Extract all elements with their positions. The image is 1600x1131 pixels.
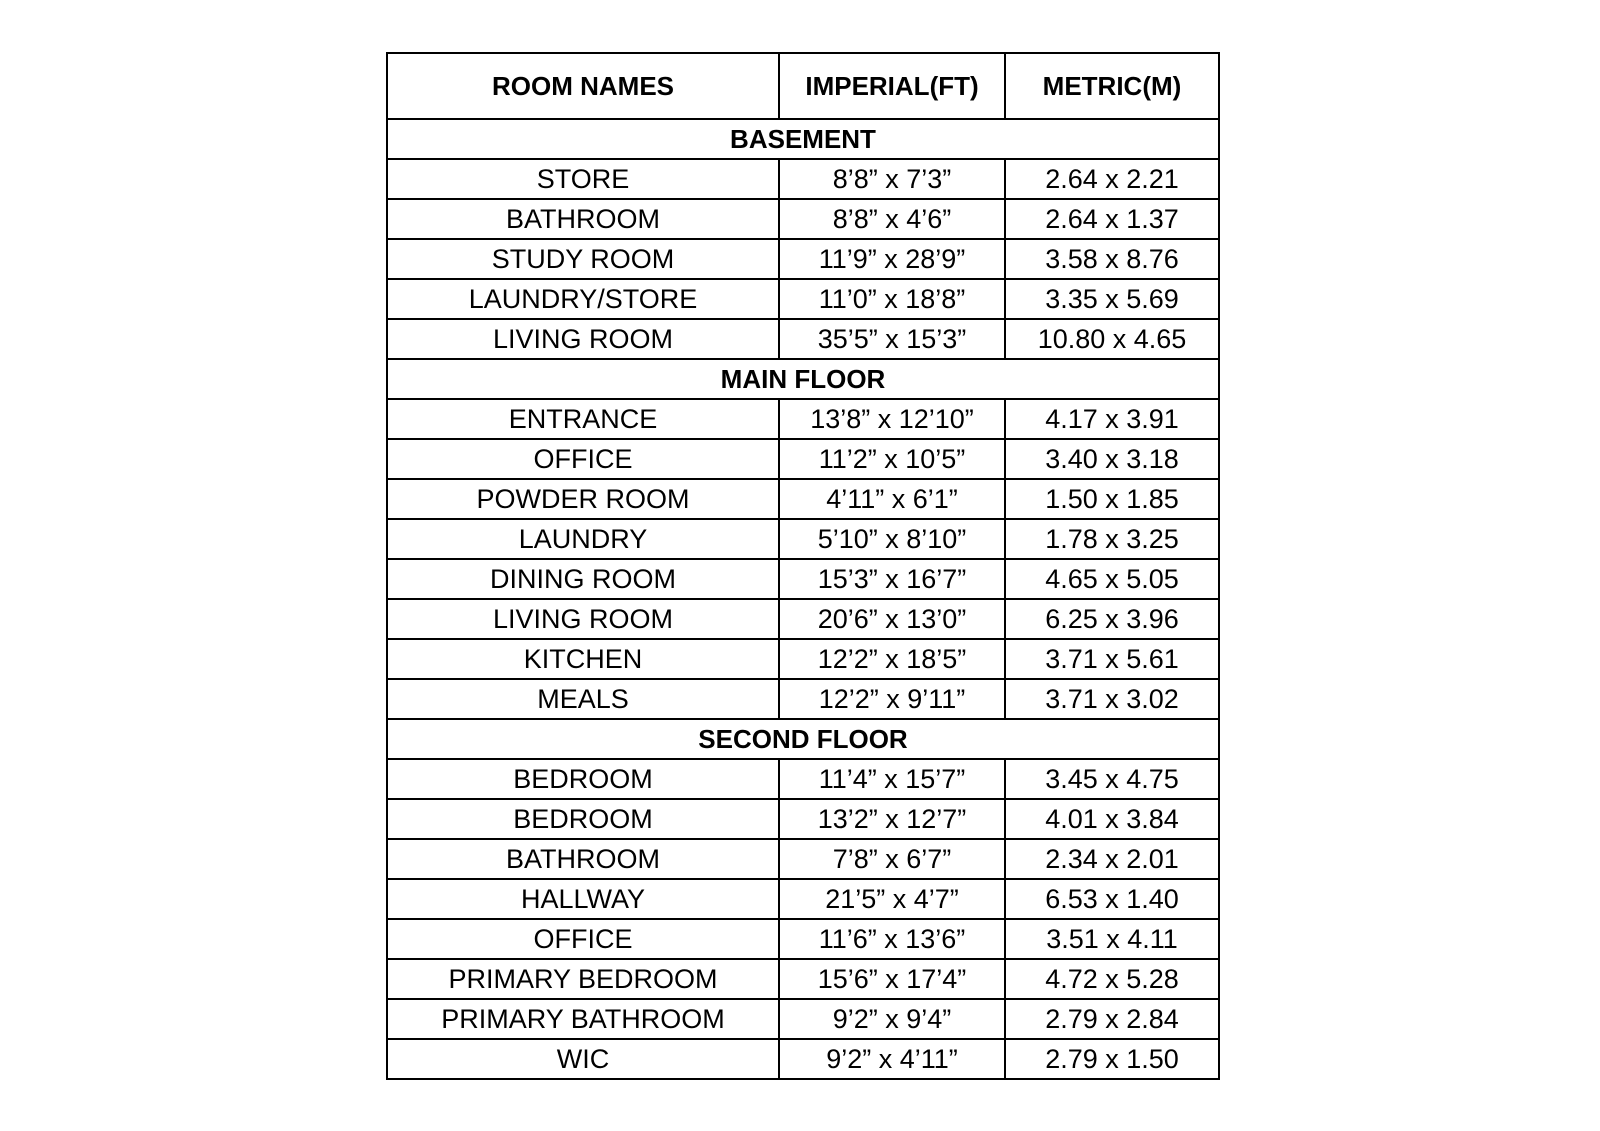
metric-cell: 1.78 x 3.25	[1005, 519, 1219, 559]
metric-cell: 10.80 x 4.65	[1005, 319, 1219, 359]
table-row	[387, 159, 1219, 199]
imperial-cell: 15’6” x 17’4”	[779, 959, 1005, 999]
metric-cell: 3.35 x 5.69	[1005, 279, 1219, 319]
metric-cell: 3.71 x 3.02	[1005, 679, 1219, 719]
section-row	[387, 119, 1219, 159]
table-row	[387, 999, 1219, 1039]
table-row	[387, 279, 1219, 319]
imperial-cell: 12’2” x 18’5”	[779, 639, 1005, 679]
header-room-names: ROOM NAMES	[387, 53, 779, 119]
imperial-cell: 11’6” x 13’6”	[779, 919, 1005, 959]
metric-cell: 2.64 x 1.37	[1005, 199, 1219, 239]
section-title: SECOND FLOOR	[387, 719, 1219, 759]
table-row	[387, 199, 1219, 239]
imperial-cell: 4’11” x 6’1”	[779, 479, 1005, 519]
room-name-cell: ENTRANCE	[387, 399, 779, 439]
table-row	[387, 919, 1219, 959]
table-row	[387, 759, 1219, 799]
room-name-cell: BEDROOM	[387, 799, 779, 839]
table-row	[387, 439, 1219, 479]
table-row	[387, 479, 1219, 519]
section-title: MAIN FLOOR	[387, 359, 1219, 399]
table-row	[387, 599, 1219, 639]
section-row	[387, 359, 1219, 399]
imperial-cell: 11’9” x 28’9”	[779, 239, 1005, 279]
room-name-cell: HALLWAY	[387, 879, 779, 919]
imperial-cell: 5’10” x 8’10”	[779, 519, 1005, 559]
imperial-cell: 9’2” x 9’4”	[779, 999, 1005, 1039]
metric-cell: 2.79 x 1.50	[1005, 1039, 1219, 1079]
room-name-cell: WIC	[387, 1039, 779, 1079]
room-name-cell: DINING ROOM	[387, 559, 779, 599]
imperial-cell: 11’2” x 10’5”	[779, 439, 1005, 479]
room-dimensions-table	[386, 52, 1220, 1080]
room-name-cell: STORE	[387, 159, 779, 199]
metric-cell: 1.50 x 1.85	[1005, 479, 1219, 519]
room-name-cell: LAUNDRY/STORE	[387, 279, 779, 319]
table-row	[387, 559, 1219, 599]
header-metric: METRIC(M)	[1005, 53, 1219, 119]
table-row	[387, 959, 1219, 999]
metric-cell: 6.53 x 1.40	[1005, 879, 1219, 919]
imperial-cell: 8’8” x 7’3”	[779, 159, 1005, 199]
imperial-cell: 15’3” x 16’7”	[779, 559, 1005, 599]
imperial-cell: 13’2” x 12’7”	[779, 799, 1005, 839]
imperial-cell: 7’8” x 6’7”	[779, 839, 1005, 879]
room-name-cell: BATHROOM	[387, 199, 779, 239]
metric-cell: 4.72 x 5.28	[1005, 959, 1219, 999]
room-name-cell: LIVING ROOM	[387, 319, 779, 359]
section-title: BASEMENT	[387, 119, 1219, 159]
metric-cell: 3.40 x 3.18	[1005, 439, 1219, 479]
table-row	[387, 319, 1219, 359]
header-imperial: IMPERIAL(FT)	[779, 53, 1005, 119]
table-row	[387, 239, 1219, 279]
metric-cell: 3.71 x 5.61	[1005, 639, 1219, 679]
imperial-cell: 12’2” x 9’11”	[779, 679, 1005, 719]
room-name-cell: POWDER ROOM	[387, 479, 779, 519]
imperial-cell: 9’2” x 4’11”	[779, 1039, 1005, 1079]
room-name-cell: OFFICE	[387, 919, 779, 959]
metric-cell: 2.64 x 2.21	[1005, 159, 1219, 199]
section-row	[387, 719, 1219, 759]
metric-cell: 4.01 x 3.84	[1005, 799, 1219, 839]
imperial-cell: 8’8” x 4’6”	[779, 199, 1005, 239]
room-name-cell: KITCHEN	[387, 639, 779, 679]
room-name-cell: MEALS	[387, 679, 779, 719]
table-row	[387, 879, 1219, 919]
imperial-cell: 21’5” x 4’7”	[779, 879, 1005, 919]
table-row	[387, 799, 1219, 839]
metric-cell: 3.51 x 4.11	[1005, 919, 1219, 959]
imperial-cell: 11’4” x 15’7”	[779, 759, 1005, 799]
metric-cell: 4.17 x 3.91	[1005, 399, 1219, 439]
room-name-cell: BATHROOM	[387, 839, 779, 879]
metric-cell: 6.25 x 3.96	[1005, 599, 1219, 639]
metric-cell: 3.58 x 8.76	[1005, 239, 1219, 279]
room-name-cell: LAUNDRY	[387, 519, 779, 559]
room-name-cell: PRIMARY BEDROOM	[387, 959, 779, 999]
room-name-cell: STUDY ROOM	[387, 239, 779, 279]
room-name-cell: PRIMARY BATHROOM	[387, 999, 779, 1039]
imperial-cell: 20’6” x 13’0”	[779, 599, 1005, 639]
imperial-cell: 11’0” x 18’8”	[779, 279, 1005, 319]
table-row	[387, 399, 1219, 439]
metric-cell: 4.65 x 5.05	[1005, 559, 1219, 599]
room-name-cell: OFFICE	[387, 439, 779, 479]
metric-cell: 3.45 x 4.75	[1005, 759, 1219, 799]
table-row	[387, 639, 1219, 679]
table-row	[387, 679, 1219, 719]
imperial-cell: 35’5” x 15’3”	[779, 319, 1005, 359]
table-row	[387, 1039, 1219, 1079]
table-body	[387, 119, 1219, 1079]
room-name-cell: BEDROOM	[387, 759, 779, 799]
room-name-cell: LIVING ROOM	[387, 599, 779, 639]
table-row	[387, 839, 1219, 879]
imperial-cell: 13’8” x 12’10”	[779, 399, 1005, 439]
metric-cell: 2.79 x 2.84	[1005, 999, 1219, 1039]
metric-cell: 2.34 x 2.01	[1005, 839, 1219, 879]
table-row	[387, 519, 1219, 559]
table-header-row	[387, 53, 1219, 119]
